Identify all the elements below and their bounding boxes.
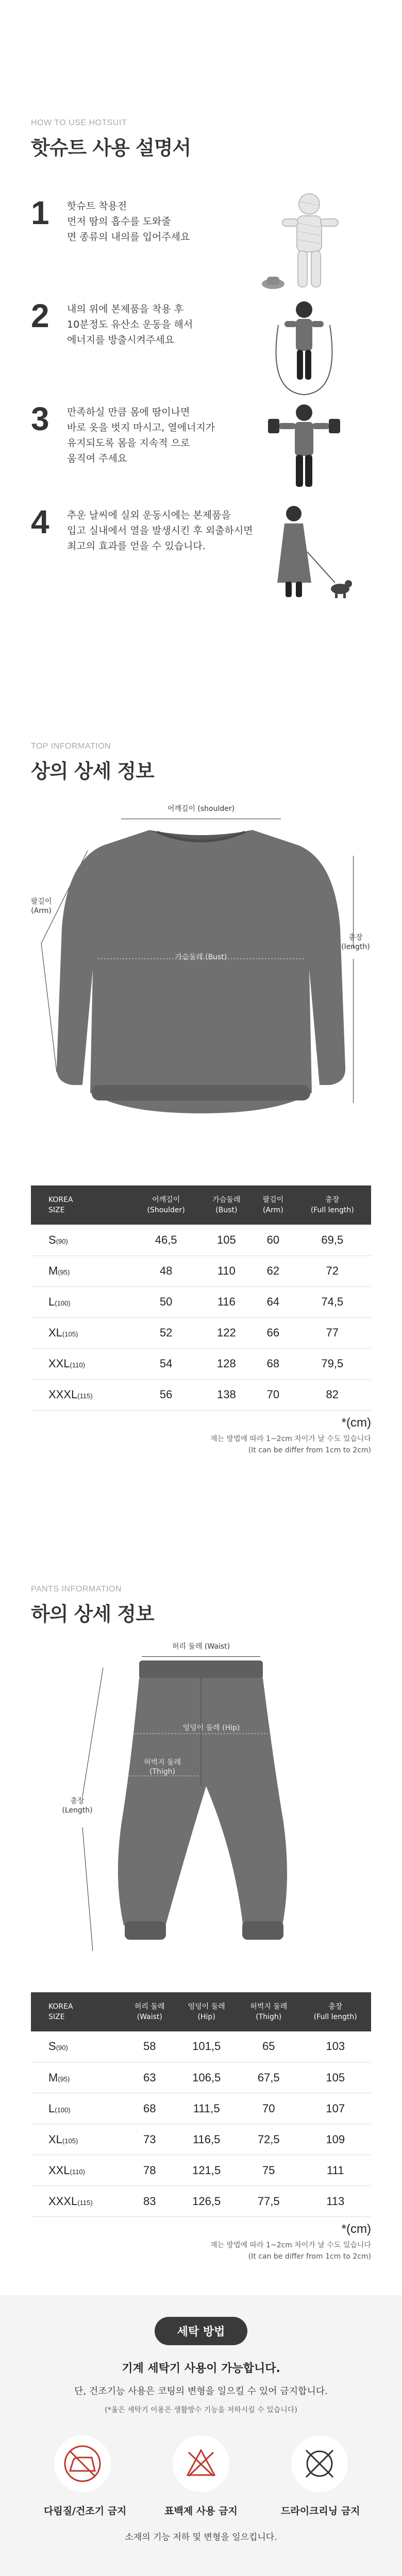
- thigh-label: 허벅지 둘레 (Thigh): [143, 1758, 181, 1776]
- header-length: 총장 (Full length): [313, 2002, 357, 2021]
- table-row: L(100) 50 116 64 74,5: [31, 1286, 371, 1317]
- pants-eyebrow: PANTS INFORMATION: [31, 1584, 122, 1594]
- step-text: 추운 날씨에 실외 운동시에는 본제품을 입고 실내에서 열을 발생시킨 후 외출하시면 최고의 효과를 얻을 수 있습니다.: [67, 510, 253, 552]
- no-dryclean-item: 드라이크리닝 금지: [281, 2435, 358, 2517]
- step-number: 4: [31, 503, 49, 540]
- no-bleach-icon: [180, 2443, 222, 2484]
- washing-section: [0, 2295, 402, 2576]
- waist-label: 허리 둘레 (Waist): [172, 1642, 230, 1651]
- step-2: [31, 299, 371, 402]
- measure-note: 재는 방법에 따라 1~2cm 차이가 날 수도 있습니다 (It can be differ from 1cm to 2cm): [210, 2241, 371, 2261]
- header-bust: 가슴둘레 (Bust): [212, 1196, 241, 1214]
- table-row: XXXL(115) 56 138 70 82: [31, 1379, 371, 1410]
- measure-note: 재는 방법에 따라 1~2cm 차이가 날 수도 있습니다 (It can be differ from 1cm to 2cm): [210, 1434, 371, 1454]
- no-dryclean-icon: [299, 2443, 340, 2484]
- header-waist: 허리 둘레 (Waist): [135, 2002, 165, 2021]
- wash-footer-note: 소재의 기능 저하 및 변형을 일으킵니다.: [125, 2532, 277, 2543]
- table-row: XXXL(115) 83 126,5 77,5 113: [31, 2186, 371, 2217]
- top-size-table: [31, 1185, 371, 1411]
- pants-title: 하의 상세 정보: [31, 1602, 154, 1625]
- pants-information-section: [31, 1585, 371, 2263]
- table-row: S(90) 58 101,5 65 103: [31, 2031, 371, 2062]
- step-text: 내의 위에 본제품을 착용 후 10분정도 유산소 운동을 해서 에너지를 방출시켜주세요: [67, 303, 193, 346]
- wash-icons-row: [0, 2435, 402, 2517]
- sweatshirt-illustration: [31, 825, 371, 1134]
- how-to-eyebrow: HOW TO USE HOTSUIT: [31, 118, 127, 127]
- header-size: KOREA SIZE: [48, 1196, 73, 1214]
- pants-diagram: [31, 1632, 371, 1961]
- dumbbell-figure-icon: [247, 392, 361, 505]
- wash-small-note: (*울은 세탁기 이용은 생활방수 기능을 저하시킬 수 있습니다): [105, 2406, 297, 2414]
- step-number: 1: [31, 194, 49, 231]
- step-1: [31, 196, 371, 299]
- step-text: 만족하실 만큼 몸에 땀이나면 바로 옷을 벗지 마시고, 열에너지가 유지되도록 몸을 지속적 으로 움직여 주세요: [67, 406, 215, 464]
- unit-label: *(cm): [341, 1415, 371, 1430]
- pants-length-label: 총장 (Length): [62, 1797, 93, 1815]
- how-to-title: 핫슈트 사용 설명서: [31, 137, 191, 159]
- table-row: XXL(110) 54 128 68 79,5: [31, 1348, 371, 1379]
- unit-label: *(cm): [341, 2222, 371, 2236]
- wash-badge: 세탁 방법: [155, 2317, 248, 2345]
- top-information-section: [0, 742, 402, 2261]
- how-to-use-section: [0, 0, 402, 742]
- hip-label: 엉덩이 둘레 (Hip): [182, 1723, 240, 1732]
- arm-label: 팔길이 (Arm): [30, 897, 52, 915]
- header-length: 총장 (Full length): [310, 1196, 354, 1214]
- table-row: XXL(110) 78 121,5 75 111: [31, 2155, 371, 2186]
- top-diagram: [31, 794, 371, 1155]
- step-4: [31, 505, 371, 608]
- no-iron-icon: [62, 2443, 103, 2484]
- pants-size-table: [31, 1992, 371, 2217]
- table-header-row: [31, 1185, 371, 1225]
- header-arm: 팔길이 (Arm): [262, 1196, 284, 1214]
- bust-label: 가슴둘레 (Bust): [175, 953, 227, 961]
- table-row: XL(105) 73 116,5 72,5 109: [31, 2124, 371, 2155]
- header-thigh: 허벅지 둘레 (Thigh): [250, 2002, 288, 2021]
- shoulder-label: 어깨길이 (shoulder): [167, 805, 235, 813]
- jump-rope-figure-icon: [247, 289, 361, 402]
- steps-list: [31, 196, 371, 608]
- table-row: XL(105) 52 122 66 77: [31, 1317, 371, 1348]
- header-shoulder: 어깨길이 (Shoulder): [147, 1196, 185, 1214]
- step-text: 핫슈트 착용전 먼저 땀의 흡수를 도와줄 면 종류의 내의를 입어주세요: [67, 200, 190, 243]
- top-eyebrow: TOP INFORMATION: [31, 742, 111, 751]
- header-size: KOREA SIZE: [48, 2002, 73, 2021]
- wash-description: 단, 건조기능 사용은 코팅의 변형을 일으킬 수 있어 금지합니다.: [74, 2386, 328, 2397]
- no-iron-item: 다림질/건조기 금지: [44, 2435, 121, 2517]
- wash-heading: 기계 세탁기 사용이 가능합니다.: [122, 2362, 280, 2375]
- no-bleach-item: 표백제 사용 금지: [162, 2435, 240, 2517]
- waist-dim-line: [142, 1656, 260, 1657]
- sweatpants-illustration: [31, 1657, 371, 1956]
- mummy-figure-icon: [247, 186, 361, 299]
- step-3: [31, 402, 371, 505]
- table-row: M(95) 48 110 62 72: [31, 1256, 371, 1286]
- step-number: 2: [31, 297, 49, 334]
- step-number: 3: [31, 400, 49, 437]
- table-row: S(90) 46,5 105 60 69,5: [31, 1225, 371, 1256]
- header-hip: 엉덩이 둘레 (Hip): [188, 2002, 225, 2021]
- table-row: M(95) 63 106,5 67,5 105: [31, 2062, 371, 2093]
- dog-walk-figure-icon: [247, 495, 361, 608]
- top-title: 상의 상세 정보: [31, 760, 154, 783]
- table-row: L(100) 68 111,5 70 107: [31, 2093, 371, 2124]
- length-label: 총장 (length): [341, 934, 370, 951]
- table-header-row: [31, 1992, 371, 2031]
